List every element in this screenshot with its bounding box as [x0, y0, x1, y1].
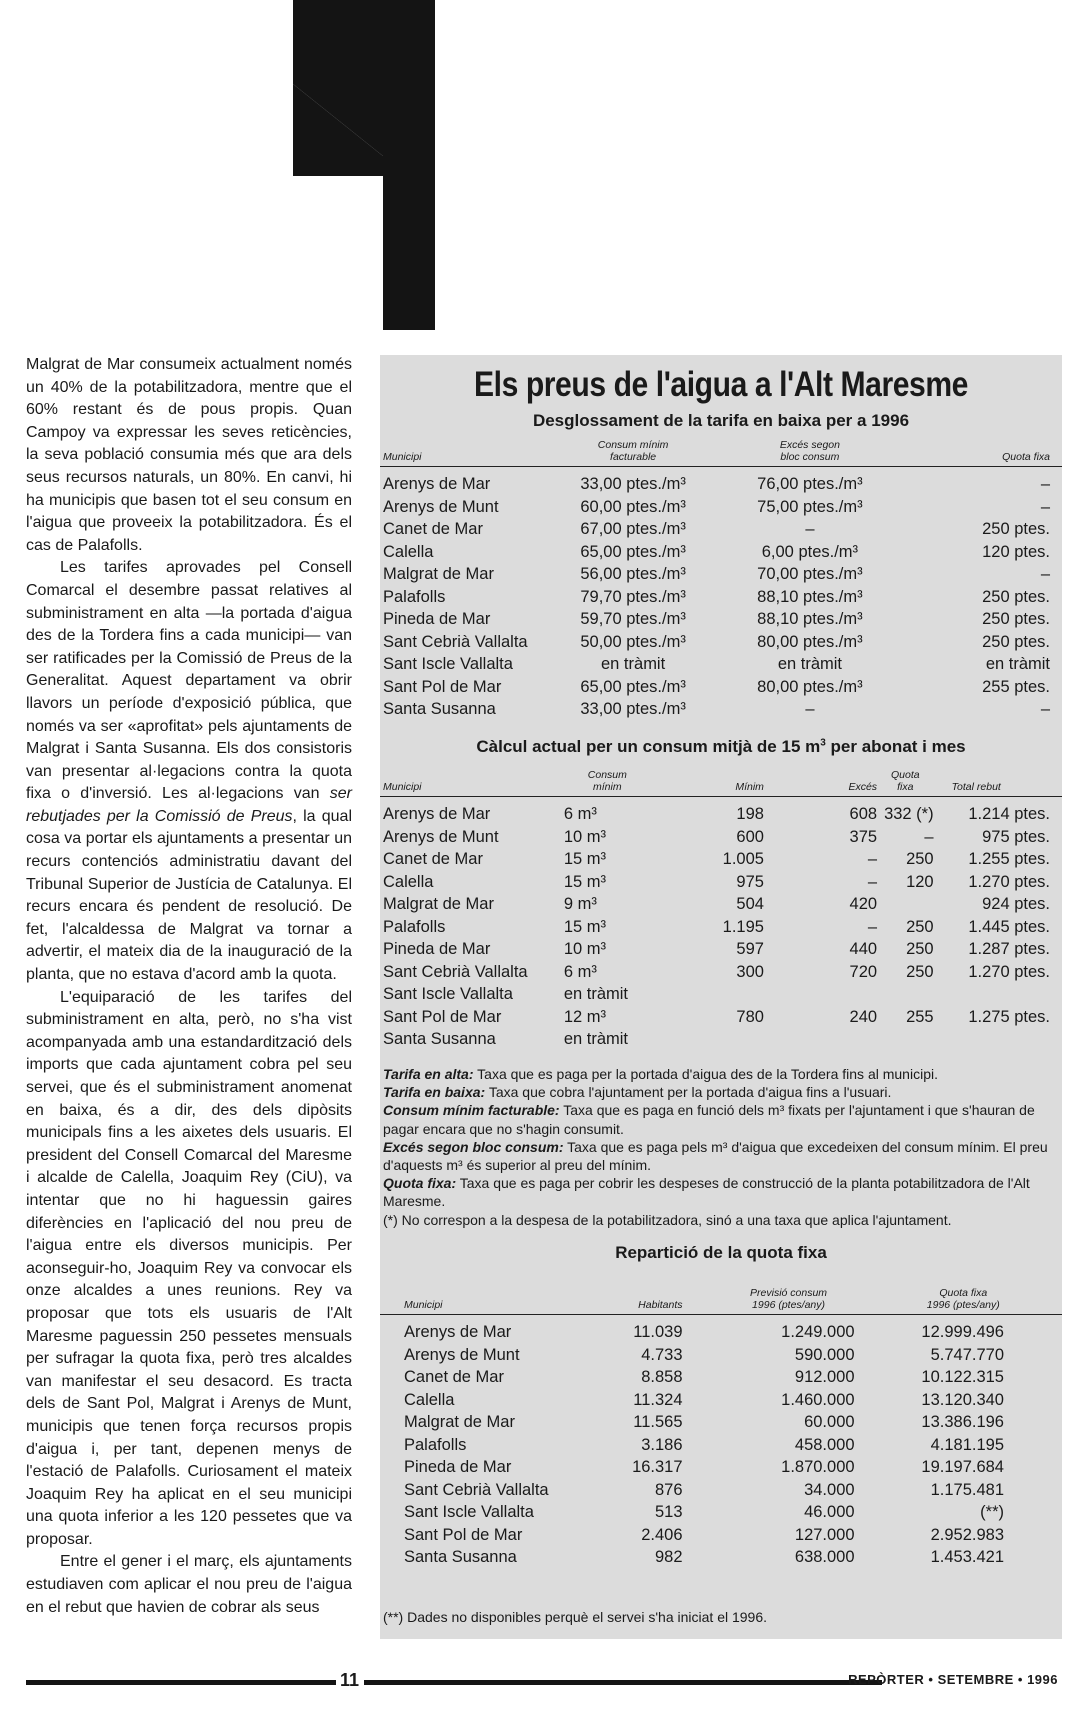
table-cell: 12.999.496: [921, 1323, 1004, 1341]
table-cell: 59,70 ptes./m³: [580, 610, 686, 628]
table-row: [380, 676, 1062, 699]
municipality-cell: Arenys de Mar: [383, 475, 491, 493]
table-cell: 924 ptes.: [982, 895, 1050, 913]
table-cell: 127.000: [794, 1525, 855, 1544]
table-cell: 13.386.196: [921, 1413, 1004, 1431]
table-cell: 198: [736, 805, 764, 823]
municipality-cell: Malgrat de Mar: [383, 895, 494, 913]
municipality-cell: Calella: [383, 542, 434, 561]
table3-footnote: (**) Dades no disponibles perquè el servei s'ha iniciat el 1996.: [383, 1609, 768, 1625]
table-cell: 2.952.983: [930, 1525, 1004, 1544]
table-cell: 720: [849, 962, 878, 981]
table-cell: 4.733: [641, 1345, 683, 1364]
table-cell: 15 m³: [563, 872, 606, 891]
table-cell: 56,00 ptes./m³: [580, 565, 686, 583]
municipality-cell: Calella: [404, 1390, 455, 1409]
tariff-breakdown-table: [380, 439, 1062, 721]
table-cell: –: [867, 917, 878, 936]
table-row: [380, 1479, 1062, 1502]
table-cell: 1.275 ptes.: [968, 1007, 1050, 1026]
table-header-row: [380, 769, 1062, 797]
definition-text: Taxa que cobra l'ajuntament per la portada d'aigua fins a l'usuari.: [485, 1084, 892, 1101]
table-cell: 1.195: [722, 917, 764, 936]
column-header: Excés segon bloc consum: [722, 439, 899, 467]
column-header: Habitants: [607, 1287, 683, 1315]
table-cell: 120 ptes.: [982, 542, 1050, 561]
table-cell: 300: [736, 962, 764, 981]
table-cell: 76,00 ptes./m³: [757, 475, 863, 493]
table-cell: 1.214 ptes.: [968, 805, 1050, 823]
page-number: 11: [340, 1670, 360, 1690]
municipality-cell: Arenys de Munt: [383, 497, 499, 516]
column-header: Municipi: [380, 439, 545, 467]
table-cell: 250 ptes.: [982, 520, 1050, 538]
table-cell: 1.460.000: [781, 1390, 855, 1409]
table-cell: 780: [736, 1007, 764, 1026]
table-cell: –: [1040, 565, 1050, 583]
table-cell: 50,00 ptes./m³: [580, 632, 686, 651]
municipality-cell: Malgrat de Mar: [404, 1413, 515, 1431]
article-paragraph: L'equiparació de les tarifes del subministrament en alta, però, no s'ha vist acompanyada amb una estandardització dels imports que cada ajuntament cobra pel seu servei, que és el subministrament anomenat en baixa, és a dir, des dels dipòsits municipals fins a les aixetes dels usuaris. El president del Consell Comarcal del Maresme i alcalde de Calella, Joaquim Rey (CiU), va intentar que no hi haguessin gaires diferències en l'aplicació del nou preu de l'aigua entre els diversos municipis. Per aconseguir-ho, Joaquim Rey va convocar els onze alcaldes a unes reunions. Rey va proposar que tots els usuaris de l'Alt Maresme paguessin 250 pessetes mensuals per sufragar la quota fixa, però tres alcaldes van manifestar el seu desacord. Es tracta dels de Sant Pol, Malgrat i Arenys de Munt, municipis que tenen força recursos propis d'aigua i, per tant, depenen menys de l'estació de Palafolls. Curiosament el mateix Joaquim Rey ha aplicat en el seu municipi una quota inferior a les 120 pessetes que va proposar.: [26, 988, 352, 1548]
table-cell: [934, 983, 1062, 1006]
definition-note: [383, 1211, 1055, 1229]
table-cell: 250: [906, 850, 934, 868]
table-cell: 255: [906, 1007, 934, 1026]
municipality-cell: Sant Iscle Vallalta: [383, 985, 513, 1003]
table-cell: 11.565: [633, 1413, 683, 1431]
table-cell: 4.181.195: [930, 1435, 1004, 1454]
municipality-cell: Arenys de Mar: [404, 1323, 512, 1341]
table-cell: en tràmit: [563, 1030, 628, 1048]
table-header-row: [380, 439, 1062, 467]
table-cell: 250: [906, 940, 934, 958]
table-cell: 15 m³: [563, 850, 606, 868]
table-cell: 513: [655, 1503, 683, 1521]
footer-rule: [364, 1680, 882, 1685]
table-cell: [764, 1028, 877, 1051]
table-cell: 13.120.340: [921, 1390, 1004, 1409]
table-cell: 80,00 ptes./m³: [757, 677, 863, 696]
definitions-notes: [383, 1065, 1055, 1229]
table-cell: –: [805, 520, 815, 538]
table-row: [380, 496, 1062, 519]
table-cell: 6 m³: [563, 805, 597, 823]
table-cell: 5.747.770: [930, 1345, 1004, 1364]
table-cell: 638.000: [794, 1548, 855, 1566]
article-paragraph: Malgrat de Mar consumeix actualment només un 40% de la potabilitzadora, mentre que el 60% restant és de pous propis. Quan Campoy va expressar les seves reticències, la seva població consumia més que ara dels seus recursos naturals, un 80%. En canvi, hi ha municipis que basen tot el seu consum en l'aigua que proveeix la potabilitzadora. És el cas de Palafolls.: [26, 356, 352, 554]
table-cell: en tràmit: [985, 655, 1050, 673]
municipality-cell: Arenys de Mar: [383, 805, 491, 823]
table-cell: –: [1040, 475, 1050, 493]
table-cell: 250 ptes.: [982, 610, 1050, 628]
table1-subtitle: Desglossament de la tarifa en baixa per a 1996: [532, 411, 910, 430]
table-cell: 33,00 ptes./m³: [580, 700, 686, 718]
table-row: [380, 1434, 1062, 1457]
table-cell: –: [867, 872, 878, 891]
table-row: [380, 1546, 1062, 1569]
column-header: Previsió consum 1996 (ptes/any): [683, 1287, 855, 1315]
water-prices-sidebar: [380, 355, 1062, 1639]
footer-rule: [26, 1680, 336, 1685]
municipality-cell: Sant Iscle Vallalta: [404, 1503, 534, 1521]
table-row: [380, 563, 1062, 586]
municipality-cell: Sant Cebrià Vallalta: [383, 632, 528, 651]
table-row: [380, 518, 1062, 541]
table-row: [380, 586, 1062, 609]
table-cell: 10 m³: [563, 940, 606, 958]
table-cell: 33,00 ptes./m³: [580, 475, 686, 493]
table-row: [380, 961, 1062, 984]
table-cell: 80,00 ptes./m³: [757, 632, 863, 651]
table-cell: en tràmit: [601, 655, 666, 673]
definition-term: Consum mínim facturable:: [383, 1102, 560, 1119]
table-cell: –: [805, 700, 815, 718]
table-cell: 1.270 ptes.: [968, 872, 1050, 891]
sidebar-title: Els preus de l'aigua a l'Alt Maresme: [473, 365, 968, 404]
table-cell: 70,00 ptes./m³: [757, 565, 863, 583]
table-cell: 975: [736, 872, 764, 891]
article-paragraph: Entre el gener i el març, els ajuntaments estudiaven com aplicar el nou preu de l'aigua en el rebut que havien de cobrar als seus: [26, 1553, 352, 1616]
table-cell: 67,00 ptes./m³: [580, 520, 686, 538]
municipality-cell: Canet de Mar: [383, 850, 483, 868]
table-row: [380, 938, 1062, 961]
table-cell: 912.000: [794, 1368, 855, 1386]
definition-note: [383, 1065, 1055, 1083]
table-cell: 34.000: [804, 1480, 855, 1499]
municipality-cell: Sant Pol de Mar: [404, 1525, 523, 1544]
table-cell: [651, 1028, 764, 1051]
table-row: [380, 871, 1062, 894]
table-cell: 6 m³: [563, 962, 597, 981]
table-cell: 608: [849, 805, 878, 823]
article-column: [26, 354, 352, 1619]
table-cell: 75,00 ptes./m³: [757, 497, 863, 516]
municipality-cell: Palafolls: [404, 1435, 467, 1454]
table-cell: [651, 983, 764, 1006]
table-cell: (**): [980, 1503, 1004, 1521]
table-cell: 250 ptes.: [982, 632, 1050, 651]
table-cell: 420: [849, 895, 878, 913]
table-row: [380, 1456, 1062, 1479]
table-cell: 597: [736, 940, 764, 958]
table-cell: 19.197.684: [921, 1458, 1004, 1476]
table3-subtitle: Repartició de la quota fixa: [615, 1243, 827, 1262]
table-header-row: [380, 1287, 1062, 1315]
column-header: Municipi: [380, 1287, 607, 1315]
municipality-cell: Sant Pol de Mar: [383, 677, 502, 696]
table-cell: 60,00 ptes./m³: [580, 497, 686, 516]
table-row: [380, 1366, 1062, 1389]
column-header: Quota fixa 1996 (ptes/any): [855, 1287, 1062, 1315]
table-cell: 11.039: [633, 1323, 683, 1341]
article-paragraph: Les tarifes aprovades pel Consell Comarcal el desembre passat relatives al subministrament en alta —la portada d'aigua des de la Tordera fins a cada municipi— van ser ratificades per la Comissió de Preus de la Generalitat. Aquest departament va obrir llavors un període d'exposició pública, que només va ser «aprofitat» pels ajuntaments de Malgrat i Santa Susanna. Els dos consistoris van presentar al·legacions contra la quota fixa o d'inversió. Les al·legacions van ser rebutjades per la Comissió de Preus, la qual cosa va portar els ajuntaments a presentar un recurs contenciós administratiu davant del Tribunal Superior de Justícia de Catalunya. El recurs encara és pendent de resolució. De fet, l'alcaldessa de Malgrat va tornar a advertir, el mateix dia de la inauguració de la planta, que no estava d'acord amb la quota.: [26, 559, 352, 984]
definition-term: Quota fixa:: [383, 1175, 457, 1192]
definition-term: Tarifa en baixa:: [383, 1084, 486, 1101]
column-header: Total rebut: [934, 769, 1062, 797]
table-row: [380, 653, 1062, 676]
definition-text: Taxa que es paga per cobrir les despeses de construcció de la planta potabilitzadora de l'Alt Maresme.: [383, 1175, 1030, 1210]
table-cell: 3.186: [641, 1435, 683, 1454]
definition-note: [383, 1083, 1055, 1101]
table-row: [380, 698, 1062, 721]
table-cell: 504: [736, 895, 764, 913]
table-cell: 1.453.421: [930, 1548, 1004, 1566]
table-cell: 255 ptes.: [982, 677, 1050, 696]
table-cell: 10.122.315: [921, 1368, 1004, 1386]
table-cell: 1.249.000: [781, 1323, 855, 1341]
table-cell: 332 (*): [884, 805, 934, 823]
table-cell: 60.000: [804, 1413, 855, 1431]
table-cell: –: [1040, 497, 1050, 516]
table-row: [380, 467, 1062, 496]
municipality-cell: Santa Susanna: [383, 1030, 496, 1048]
table-cell: en tràmit: [777, 655, 842, 673]
table-cell: 1.270 ptes.: [968, 962, 1050, 981]
table-cell: en tràmit: [563, 985, 628, 1003]
table-cell: –: [924, 827, 934, 846]
table-cell: [877, 983, 934, 1006]
table-cell: [764, 983, 877, 1006]
definition-term: Tarifa en alta:: [383, 1066, 474, 1082]
definition-note: [383, 1174, 1055, 1210]
municipality-cell: Calella: [383, 872, 434, 891]
table-cell: 458.000: [794, 1435, 855, 1454]
table-cell: 600: [736, 827, 764, 846]
table-cell: –: [867, 850, 878, 868]
municipality-cell: Palafolls: [383, 587, 446, 606]
table-row: [380, 848, 1062, 871]
column-header: Excés: [764, 769, 877, 797]
table-cell: 12 m³: [563, 1007, 606, 1026]
fixed-quota-table: [380, 1287, 1062, 1569]
table-cell: 975 ptes.: [982, 827, 1050, 846]
table-row: [380, 1411, 1062, 1434]
table-cell: [877, 1028, 934, 1051]
table-row: [380, 1028, 1062, 1051]
table-cell: –: [1040, 700, 1050, 718]
table-cell: 250 ptes.: [982, 587, 1050, 606]
table-cell: 1.005: [722, 850, 764, 868]
definition-text: (*) No correspon a la despesa de la potabilitzadora, sinó a una taxa que aplica l'ajuntament.: [383, 1211, 952, 1228]
table-row: [380, 916, 1062, 939]
municipality-cell: Canet de Mar: [383, 520, 483, 538]
municipality-cell: Arenys de Munt: [383, 827, 499, 846]
definition-note: [383, 1138, 1055, 1174]
municipality-cell: Santa Susanna: [404, 1548, 517, 1566]
municipality-cell: Sant Iscle Vallalta: [383, 655, 513, 673]
municipality-cell: Pineda de Mar: [404, 1458, 512, 1476]
page-footer: [26, 1670, 1062, 1694]
table-cell: 1.870.000: [781, 1458, 855, 1476]
municipality-cell: Malgrat de Mar: [383, 565, 494, 583]
table-row: [380, 1524, 1062, 1547]
table-row: [380, 1344, 1062, 1367]
column-header: Municipi: [380, 769, 564, 797]
table-cell: 982: [655, 1548, 683, 1566]
average-consumption-table: [380, 769, 1062, 1051]
table-row: [380, 893, 1062, 916]
column-header: Quota fixa: [877, 769, 934, 797]
table-cell: 2.406: [641, 1525, 683, 1544]
magazine-credit: REPÒRTER • SETEMBRE • 1996: [848, 1672, 1058, 1687]
column-header: Quota fixa: [898, 439, 1062, 467]
table-cell: 1.255 ptes.: [968, 850, 1050, 868]
table-row: [380, 797, 1062, 826]
municipality-cell: Canet de Mar: [404, 1368, 504, 1386]
table-cell: 65,00 ptes./m³: [580, 542, 686, 561]
table-cell: 15 m³: [563, 917, 606, 936]
table-row: [380, 541, 1062, 564]
definition-note: [383, 1101, 1055, 1137]
table-row: [380, 608, 1062, 631]
table-cell: 88,10 ptes./m³: [757, 587, 863, 606]
table-cell: 10 m³: [563, 827, 606, 846]
table-cell: 6,00 ptes./m³: [761, 542, 859, 561]
definition-text: Taxa que es paga en funció dels m³ fixats per l'ajuntament i que s'hauran de pagar encara que no s'hagin consumit.: [383, 1102, 1035, 1137]
table-row: [380, 1006, 1062, 1029]
definition-text: Taxa que es paga pels m³ d'aigua que excedeixen del consum mínim. El preu d'aquests m³ és superior al preu del mínim.: [383, 1138, 1048, 1174]
municipality-cell: Santa Susanna: [383, 700, 496, 718]
table-cell: [934, 1028, 1062, 1051]
table-row: [380, 1315, 1062, 1344]
table-cell: 375: [849, 827, 878, 846]
table-cell: 876: [655, 1480, 683, 1499]
table-cell: 250: [906, 917, 934, 936]
table2-subtitle: Càlcul actual per un consum mitjà de 15 $m^3$ per abonat i mes: [476, 737, 966, 756]
table-cell: 1.287 ptes.: [968, 940, 1050, 958]
municipality-cell: Sant Pol de Mar: [383, 1007, 502, 1026]
table-cell: 88,10 ptes./m³: [757, 610, 863, 628]
municipality-cell: Pineda de Mar: [383, 940, 491, 958]
municipality-cell: Palafolls: [383, 917, 446, 936]
column-header: Consum mínim facturable: [545, 439, 722, 467]
column-header: Mínim: [651, 769, 764, 797]
table-cell: 1.175.481: [930, 1480, 1004, 1499]
table-row: [380, 631, 1062, 654]
table-cell: 11.324: [633, 1390, 683, 1409]
column-header: Consum mínim: [564, 769, 651, 797]
table-cell: 46.000: [804, 1503, 855, 1521]
table-cell: 9 m³: [563, 895, 597, 913]
table-cell: 65,00 ptes./m³: [580, 677, 686, 696]
municipality-cell: Sant Cebrià Vallalta: [383, 962, 528, 981]
table-row: [380, 826, 1062, 849]
municipality-cell: Sant Cebrià Vallalta: [404, 1480, 549, 1499]
table-cell: 440: [849, 940, 878, 958]
table-cell: 1.445 ptes.: [968, 917, 1050, 936]
table-cell: 240: [849, 1007, 878, 1026]
table-row: [380, 1501, 1062, 1524]
table-cell: 8.858: [641, 1368, 683, 1386]
definition-term: Excés segon bloc consum:: [383, 1138, 564, 1155]
definition-text: Taxa que es paga per la portada d'aigua des de la Tordera fins al municipi.: [473, 1066, 938, 1082]
table-cell: [877, 893, 934, 916]
municipality-cell: Pineda de Mar: [383, 610, 491, 628]
municipality-cell: Arenys de Munt: [404, 1345, 520, 1364]
table-cell: 250: [906, 962, 934, 981]
table-cell: 16.317: [632, 1458, 683, 1476]
table-cell: 590.000: [794, 1345, 855, 1364]
table-row: [380, 1389, 1062, 1412]
table-cell: 120: [906, 872, 934, 891]
table-row: [380, 983, 1062, 1006]
table-cell: 79,70 ptes./m³: [580, 587, 686, 606]
